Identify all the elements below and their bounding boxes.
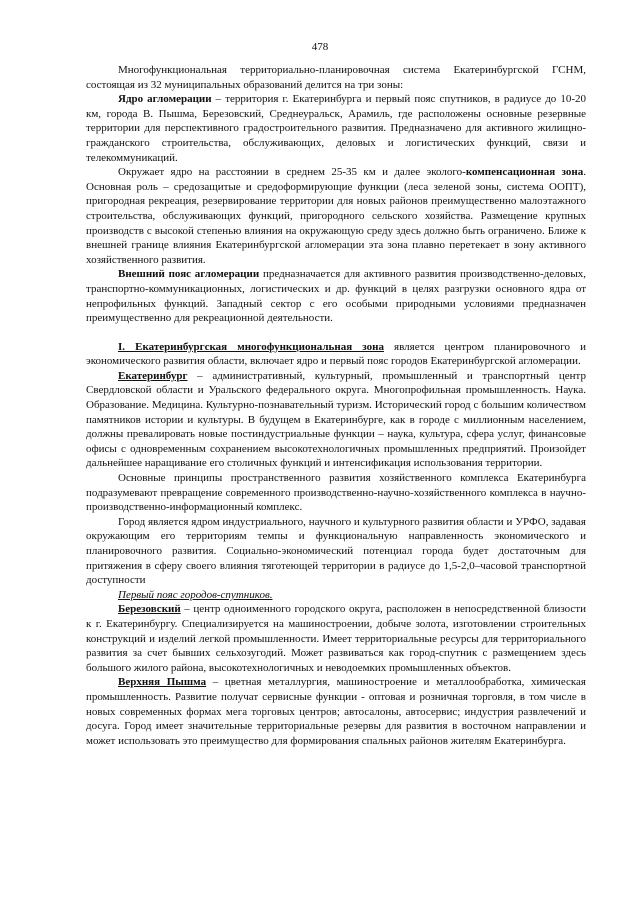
paragraph-principles: Основные принципы пространственного развития хозяйственного комплекса Екатеринбурга подразумевают превращение современного производственно-научно-хозяйственного комплекса в научно-производственно-информационный комплекс. <box>86 472 586 514</box>
paragraph-ekaterinburg <box>86 369 586 471</box>
paragraph-zone-one-text: является центром планировочного и экономического развития области, включает ядро и первый пояс городов Екатеринбургской агломерации. <box>86 340 586 368</box>
paragraph-ekaterinburg-text: – административный, культурный, промышленный и транспортный центр Свердловской области и Уральского федерального округа. Многопрофильная промышленность. Наука. Образование. Медицина. Культурно-познавательный туризм. Исторический город с большим количеством памятников истории и культуры. В будущем в Екатеринбурге, как в городе с миллионным населением, должны превалировать новые постиндустриальные функции – наука, культура, сфера услуг, финансовые офисы с одновременным сохранением высокотехнологичных промышленных предприятий. Произойдет дальнейшее наращивание его столичных функций и интенсификация использования территории. <box>86 369 586 470</box>
term-ekaterinburg: Екатеринбург <box>118 369 188 382</box>
paragraph-verkhnyaya-pyshma-text: – цветная металлургия, машиностроение и металлообработка, химическая промышленность. Развитие получат сервисные функции - оптовая и розничная торговля, в том числе в новых современных формах мега торговых центров; автосалоны, автосервис; индустрия развлечений и досуга. Город имеет значительные территориальные резервы для развития в восточном направлении и может использовать это преимущество для формирования спальных районов жителям Екатеринбурга. <box>86 676 586 747</box>
term-berezovsky: Березовский <box>118 603 181 616</box>
term-zone-one: I. Екатеринбургская многофункциональная зона <box>118 340 384 353</box>
paragraph-core <box>86 92 586 165</box>
paragraph-eco-zone <box>86 165 586 267</box>
term-outer-belt: Внешний пояс агломерации <box>118 268 260 281</box>
term-verkhnyaya-pyshma: Верхняя Пышма <box>118 676 207 689</box>
paragraph-core-text: – территория г. Екатеринбурга и первый пояс спутников, в радиусе до 10-20 км, города В. Пышма, Березовский, Среднеуральск, Арамиль, где расположены основные резервные территории для перспективного градостроительного развития. Предназначено для активного жилищно-гражданского строительства, обслуживающих, деловых и логистических функций, связи и телекоммуникаций. <box>86 93 587 164</box>
page-number: 478 <box>311 41 329 53</box>
term-eco-zone: компенсационная зона <box>465 166 584 179</box>
section-gap <box>86 326 586 340</box>
paragraph-verkhnyaya-pyshma <box>86 675 586 748</box>
paragraph-eco-text: . Основная роль – средозащитые и средоформирующие функции (леса зеленой зоны, система ООПТ), пригородная рекреация, резервирование территории для новых районов преимущественно малоэтажного строительства, обслуживающих функций, пригородного сельского хозяйства. Размещение крупных производств с высокой степенью влияния на окружающую среду здесь должно быть ограничено. Ближе к внешней границе влияния Екатеринбургской агломерации эта зона плавно перетекает в зону активного хозяйственного развития. <box>86 166 586 266</box>
page-body <box>86 63 586 748</box>
paragraph-berezovsky <box>86 602 586 675</box>
paragraph-intro: Многофункциональная территориально-планировочная система Екатеринбургской ГСНМ, состоящая из 32 муниципальных образований делится на три зоны: <box>86 64 586 91</box>
paragraph-city-core: Город является ядром индустриального, научного и культурного развития области и УРФО, задавая окружающим его территориям темпы и функциональную направленность экономического и планировочного развития. Социально-экономический потенциал города будет достаточным для притяжения в сферу своего влияния тяготеющей территории в радиусе до 1,5-2,0–часовой транспортной доступности <box>86 515 586 587</box>
paragraph-outer-text: предназначается для активного развития производственно-деловых, транспортно-коммуникационных, логистических и др. функций в целях разгрузки основного ядра от непрофильных функций. Западный сектор с его особыми природными условиями предназначен преимущественно для рекреационной деятельности. <box>86 268 586 325</box>
paragraph-berezovsky-text: – центр одноименного городского округа, расположен в непосредственной близости к г. Екатеринбургу. Специализируется на машиностроении, добыче золота, изготовлении строительных конструкций и изделий легкой промышленности. Имеет территориальные ресурсы для территориального развития за счет бывших сельхозугодий. Может развиваться как город-спутник с размещением здесь большого жилого района, высокотехнологичных и неводоемких промышленных объектов. <box>86 603 586 674</box>
paragraph-outer-belt <box>86 267 586 325</box>
paragraph-zone-one <box>86 340 586 369</box>
term-core: Ядро агломерации <box>118 93 212 106</box>
paragraph-eco-lead: Окружает ядро на расстоянии в среднем 25-35 км и далее эколого- <box>118 166 466 179</box>
subheading-satellites: Первый пояс городов-спутников. <box>118 588 273 601</box>
